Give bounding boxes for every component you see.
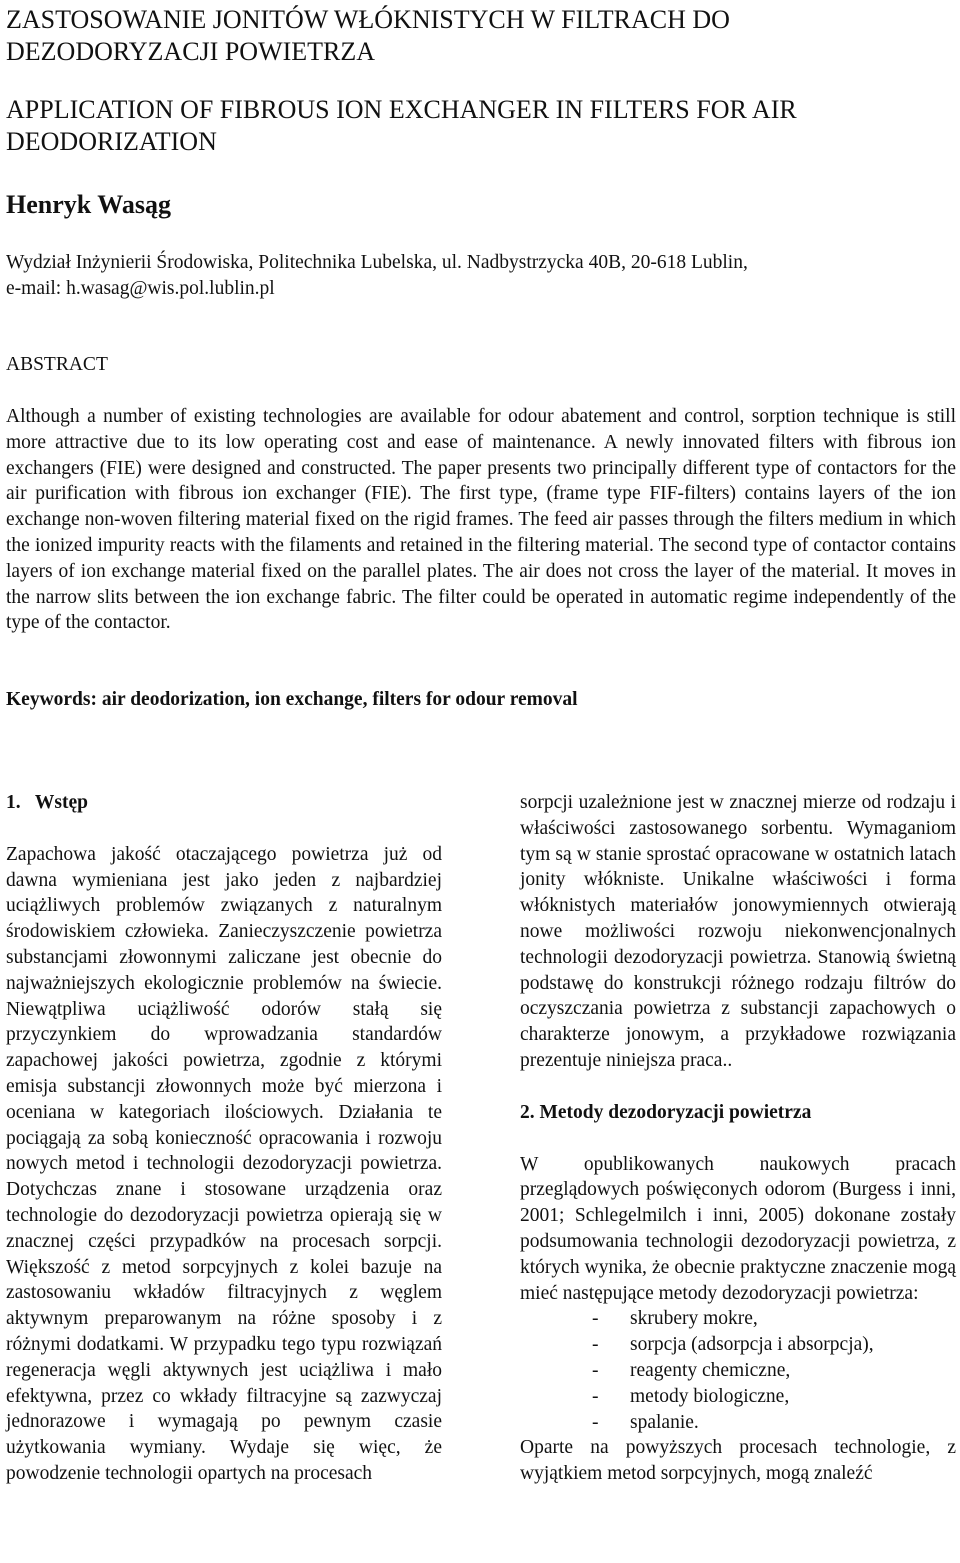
- list-item: - skrubery mokre,: [592, 1308, 758, 1330]
- intro-paragraph: Zapachowa jakość otaczającego powietrza już od dawna wymieniana jest jako jeden z najbardziej uciążliwych problemów związanych z naturalnym środowiskiem człowieka. Zanieczyszczenie powietrza substancjami złowonnymi zaliczane jest obecnie do najważniejszych ekologicznie problemów na świecie. Niewątpliwa uciążliwość odorów stałą się przyczynkiem do wprowadzania standardów zapachowej jakości powietrza, zgodnie z którymi emisja substancji złowonnych może być mierzona i oceniana w kategoriach ilościowych. Działania te pociągają za sobą konieczność opracowania i rozwoju nowych metod i technologii dezodoryzacji powietrza. Dotychczas znane i stosowane urządzenia oraz technologie do dezodoryzacji powietrza opierają się w znacznej części przypadków na procesach sorpcji. Większość z metod sorpcyjnych z kolei bazuje na zastosowaniu wkładów filtracyjnych z węglem aktywnym preparowanym na różne sposoby i z różnymi dodatkami. W przypadku tego typu rozwiązań regeneracja węgli aktywnych jest uciążliwa i mało efektywna, przez co wkłady filtracyjne są zazwyczaj jednorazowe i wymagają po pewnym czasie użytkowania wymiany. Wydaje się więc, że powodzenie technologii opartych na procesach: [6, 843, 442, 1484]
- list-item: - spalanie.: [592, 1411, 699, 1433]
- list-item: - sorpcja (adsorpcja i absorpcja),: [592, 1334, 874, 1356]
- methods-list: [520, 1306, 956, 1435]
- abstract-text: Although a number of existing technologies are available for odour abatement and control, sorption technique is still more attractive due to its low operating cost and ease of maintenance. A newly innovated filters with fibrous ion exchangers (FIE) were designed and constructed. The paper presents two principally different type of contactors for the air purification with fibrous ion exchanger (FIE). The first type, (frame type FIF-filters) contains layers of the ion exchange non-woven filtering material fixed on the rigid frames. The feed air passes through the filters medium in which the ionized impurity reacts with the filaments and retained in the filtering material. The second type of contactor contains layers of ion exchange material fixed on the parallel plates. The air does not cross the layer of the material. It moves in the narrow slits between the ion exchange fabric. The filter could be operated in automatic regime independently of the type of the contactor.: [6, 406, 956, 634]
- title-polish: ZASTOSOWANIE JONITÓW WŁÓKNISTYCH W FILTRACH DO DEZODORYZACJI POWIETRZA: [6, 5, 730, 66]
- left-column: [6, 790, 442, 1487]
- list-item: - reagenty chemiczne,: [592, 1359, 791, 1381]
- keywords: Keywords: air deodorization, ion exchange, filters for odour removal: [6, 689, 578, 710]
- author-name: Henryk Wasąg: [6, 190, 171, 219]
- affiliation: [6, 250, 951, 302]
- affiliation-address: Wydział Inżynierii Środowiska, Politechnika Lubelska, ul. Nadbystrzycka 40B, 20-618 Lublin,: [6, 252, 748, 273]
- abstract-heading: ABSTRACT: [6, 354, 108, 375]
- methods-paragraph-continued: Oparte na powyższych procesach technologie, z wyjątkiem metod sorpcyjnych, mogą znaleźć: [520, 1437, 956, 1485]
- right-column: [520, 790, 956, 1487]
- affiliation-email: e-mail: h.wasag@wis.pol.lublin.pl: [6, 278, 275, 299]
- title-english: APPLICATION OF FIBROUS ION EXCHANGER IN FILTERS FOR AIR DEODORIZATION: [6, 95, 797, 156]
- section-heading-intro: 1. Wstęp: [6, 792, 88, 813]
- intro-paragraph-continued: sorpcji uzależnione jest w znacznej mierze od rodzaju i właściwości zastosowanego sorbentu. Wymaganiom tym są w stanie sprostać opracowane w ostatnich latach jonity włókniste. Unikalne właściwości i forma włóknistych materiałów jonowymiennych otwierają nowe możliwości rozwoju niekonwencjonalnych technologii dezodoryzacji powietrza. Stanowią świetną podstawę do konstrukcji różnego rodzaju filtrów do oczyszczania powietrza z substancji zapachowych o charakterze jonowym, a przykładowe rozwiązania prezentuje niniejsza praca..: [520, 792, 956, 1071]
- methods-paragraph: W opublikowanych naukowych pracach przeglądowych poświęconych odorom (Burgess i inni, 2001; Schlegelmilch i inni, 2005) dokonane zostały podsumowania technologii dezodoryzacji powietrza, z których wynika, że obecnie praktyczne znaczenie mogą mieć następujące metody dezodoryzacji powietrza:: [520, 1153, 956, 1304]
- section-heading-methods: 2. Metody dezodoryzacji powietrza: [520, 1101, 812, 1123]
- list-item: - metody biologiczne,: [592, 1385, 790, 1407]
